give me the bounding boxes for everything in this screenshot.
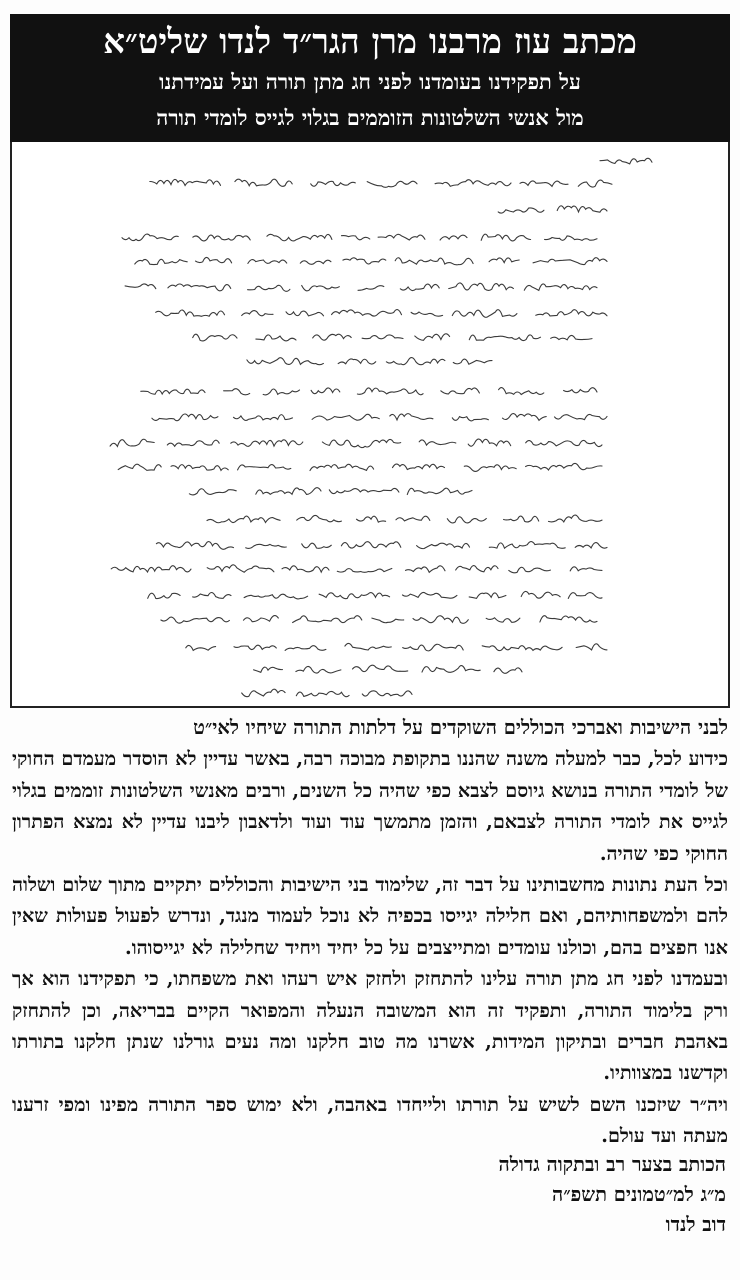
signature-line-closing: הכותב בצער רב ובתקוה גדולה bbox=[498, 1153, 726, 1176]
handwritten-line bbox=[156, 542, 607, 550]
handwritten-line bbox=[156, 310, 607, 318]
transcript-paragraph: ויה״ר שיזכנו השם לשיש על תורתו ולייחדו באהבה, ולא ימוש ספר התורה מפינו ומפי זרענו מעתה ועד עולם. bbox=[12, 1092, 728, 1148]
header-banner bbox=[10, 14, 730, 142]
transcript-paragraph: כידוע לכל, כבר למעלה משנה שהננו בתקופת מבוכה רבה, באשר עדיין לא הוסדר מעמדם החוקי של לומדי התורה בנושא גיוסם לצבא כפי שהיה כל השנים, ורבים מאנשי השלטונות זוממים בגלוי לגייס את לומדי התורה לצבאם, והזמן מתמשך עוד ועוד ולדאבון ליבנו עדיין לא נמצא הפתרון החוקי כפי שהיה. bbox=[12, 747, 728, 865]
transcript-paragraph: ובעמדנו לפני חג מתן תורה עלינו להתחזק ולחזק איש רעהו ואת משפחתו, כי תפקידנו הוא אך ורק בלימוד התורה, ותפקיד זה הוא המשובה הנעלה והמפואר הקיים בבריאה, וכן להתחזק באהבת חברים ובתיקון המידות, אשרנו מה טוב חלקנו ומה נעים גורלנו שנתן חלקנו בתורתו וקדשנו במצוותיו. bbox=[12, 967, 728, 1085]
signature-line-date: מ״ג למ״טמונים תשפ״ה bbox=[552, 1183, 726, 1206]
handwriting-scribbles bbox=[12, 142, 728, 706]
signature-line-name: דוב לנדו bbox=[665, 1213, 726, 1236]
handwritten-line bbox=[242, 689, 412, 697]
handwritten-line bbox=[152, 414, 607, 421]
header-subtitle-line2: מול אנשי השלטונות הזוממים בגלוי לגייס לומדי תורה bbox=[156, 105, 584, 130]
handwritten-line bbox=[111, 565, 602, 573]
handwritten-line bbox=[118, 463, 602, 471]
handwritten-line bbox=[498, 206, 607, 213]
handwritten-line bbox=[122, 234, 597, 241]
handwritten-line bbox=[254, 665, 522, 673]
signature-block bbox=[499, 1150, 726, 1240]
handwritten-line bbox=[141, 388, 597, 395]
handwritten-line bbox=[125, 283, 597, 291]
handwritten-letter-image bbox=[10, 142, 730, 708]
handwritten-line bbox=[148, 591, 602, 598]
handwritten-line bbox=[161, 616, 597, 624]
handwritten-line bbox=[193, 334, 592, 341]
transcript-paragraph: וכל העת נתונות מחשבותינו על דבר זה, שלימוד בני הישיבות והכוללים יתקיים מתוך שלום ושלוה להם ולמשפחותיהם, ואם חלילה יגייסו בכפיה לא נוכל לעמוד מנגד, ונדרש לפעול פעולות שאין אנו חפצים בהם, וכולנו עומדים ומתייצבים על כל יחיד ויחיד שחלילה לא יגייסוהו. bbox=[12, 873, 728, 959]
handwritten-line bbox=[110, 439, 602, 448]
handwritten-line bbox=[150, 179, 612, 187]
header-subtitle-line1: על תפקידנו בעומדנו לפני חג מתן תורה ועל עמידתנו bbox=[159, 69, 581, 94]
handwritten-line bbox=[600, 158, 652, 164]
handwritten-line bbox=[135, 257, 607, 264]
handwritten-line bbox=[247, 358, 492, 365]
handwritten-line bbox=[189, 488, 472, 495]
handwritten-line bbox=[186, 643, 607, 650]
letter-transcript bbox=[12, 712, 728, 1152]
header-title: מכתב עוז מרבנו מרן הגר״ד לנדו שליט״א bbox=[103, 22, 637, 62]
transcript-heading: לבני הישיבות ואברכי הכוללים השוקדים על דלתות התורה שיחיו לאי״ט bbox=[193, 716, 728, 739]
handwritten-line bbox=[207, 515, 602, 523]
